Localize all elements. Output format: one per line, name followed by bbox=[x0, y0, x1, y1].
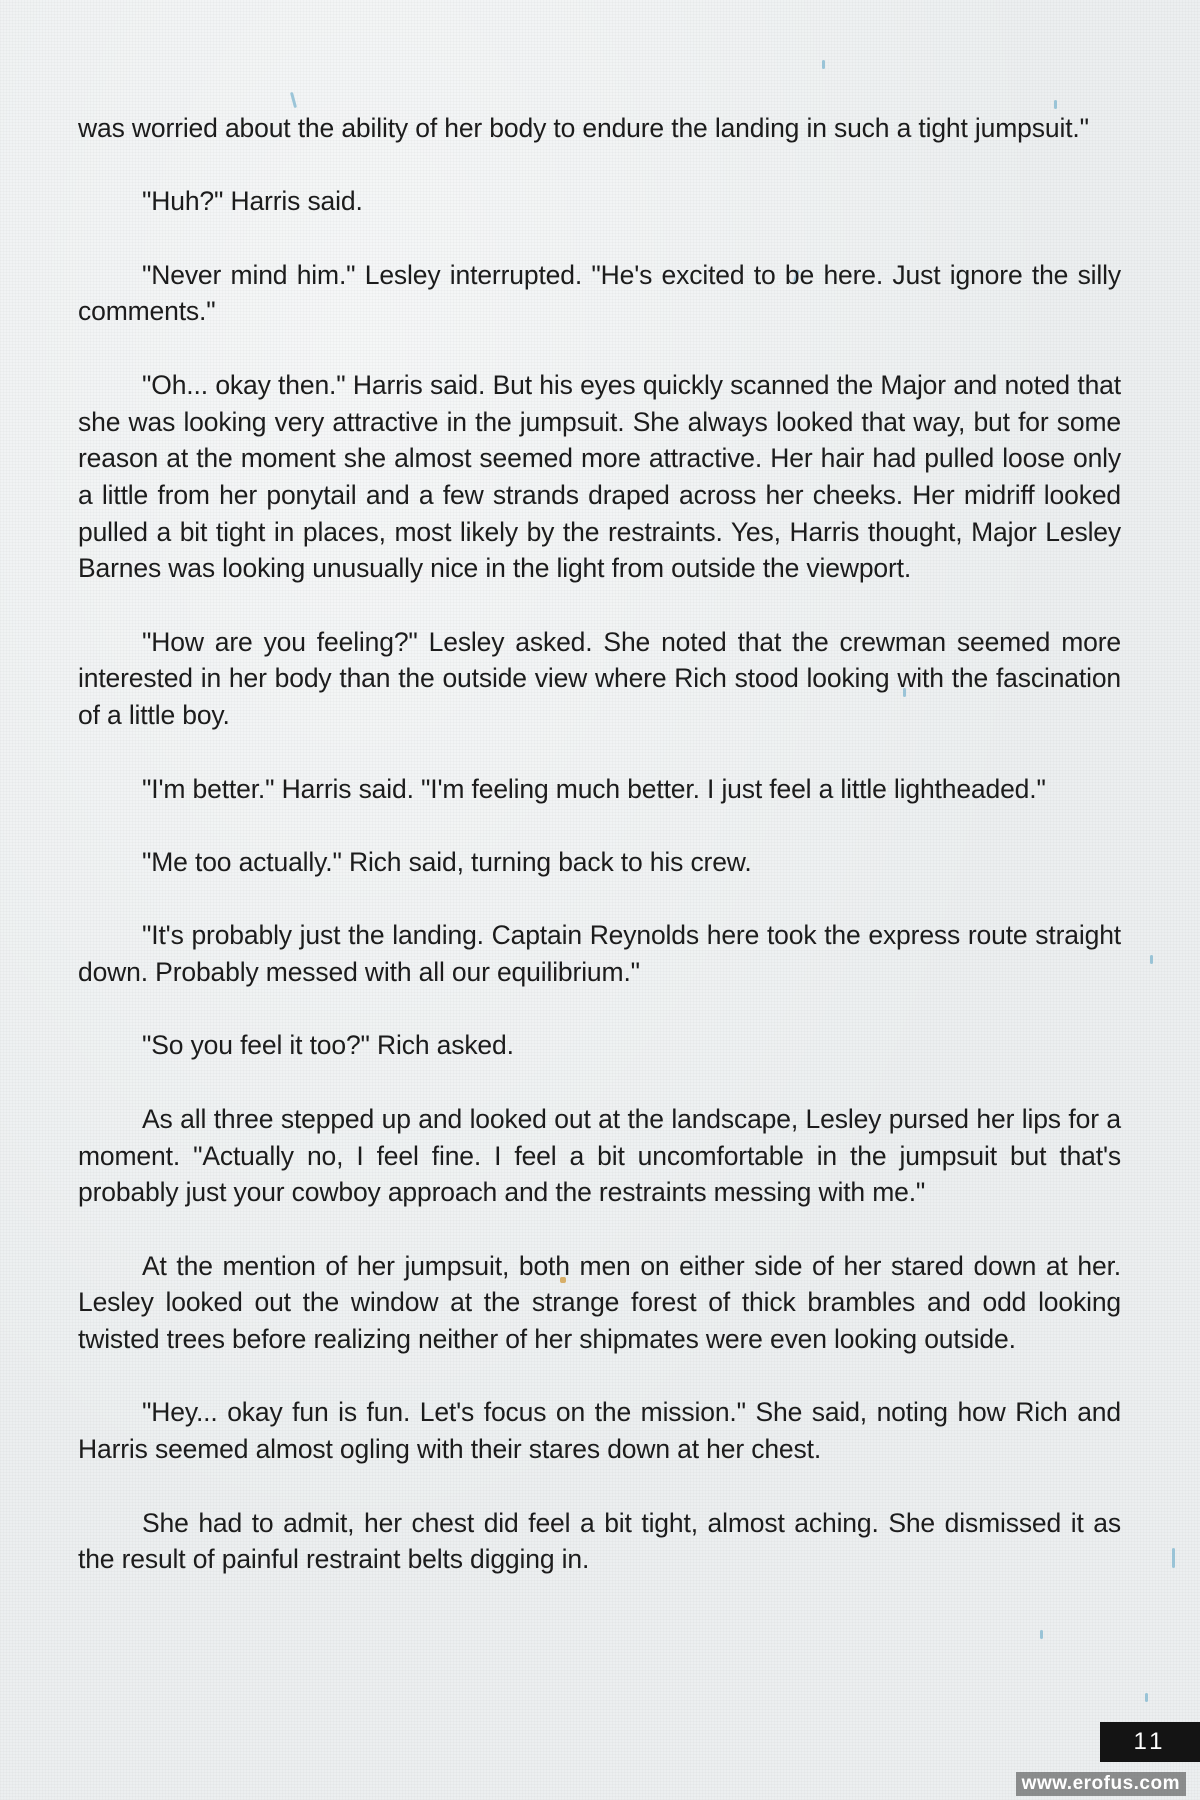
watermark: www.erofus.com bbox=[1016, 1772, 1186, 1796]
paragraph: At the mention of her jumpsuit, both men on either side of her stared down at her. Lesley looked out the window at the strange forest of thick brambles and odd looking twisted trees before realizing neither of her shipmates were even looking outside. bbox=[78, 1250, 1121, 1355]
paragraph: "So you feel it too?" Rich asked. bbox=[142, 1030, 514, 1061]
paragraph: "I'm better." Harris said. "I'm feeling much better. I just feel a little lightheaded." bbox=[142, 773, 1046, 804]
paragraph: "Me too actually." Rich said, turning back to his crew. bbox=[142, 846, 752, 877]
paragraph: "How are you feeling?" Lesley asked. She noted that the crewman seemed more interested in her body than the outside view where Rich stood looking with the fascination of a little boy. bbox=[78, 626, 1121, 731]
paragraph: "Oh... okay then." Harris said. But his eyes quickly scanned the Major and noted that she was looking very attractive in the jumpsuit. She always looked that way, but for some reason at the moment she almost seemed more attractive. Her hair had pulled loose only a little from her ponytail and a few strands draped across her cheeks. Her midriff looked pulled a bit tight in places, most likely by the restraints. Yes, Harris thought, Major Lesley Barnes was looking unusually nice in the light from outside the viewport. bbox=[78, 369, 1121, 584]
paper-fleck bbox=[822, 60, 825, 69]
paper-fleck bbox=[1172, 1548, 1175, 1568]
paragraph: "It's probably just the landing. Captain Reynolds here took the express route straight down. Probably messed with all our equilibrium." bbox=[78, 920, 1121, 988]
paper-fleck bbox=[1145, 1693, 1148, 1702]
paragraph: As all three stepped up and looked out at the landscape, Lesley pursed her lips for a moment. "Actually no, I feel fine. I feel a bit uncomfortable in the jumpsuit but that's probably just your cowboy approach and the restraints messing with me." bbox=[78, 1103, 1121, 1208]
paragraph: "Never mind him." Lesley interrupted. "He's excited to be here. Just ignore the silly comments." bbox=[78, 259, 1121, 327]
paper-fleck bbox=[1054, 100, 1057, 109]
paragraph: "Huh?" Harris said. bbox=[142, 186, 363, 217]
paper-fleck bbox=[1150, 955, 1153, 964]
paper-fleck bbox=[1040, 1630, 1043, 1639]
paragraph: She had to admit, her chest did feel a bit tight, almost aching. She dismissed it as the result of painful restraint belts digging in. bbox=[78, 1507, 1121, 1575]
paragraph: was worried about the ability of her body to endure the landing in such a tight jumpsuit." bbox=[78, 113, 1089, 143]
page-number: 11 bbox=[1100, 1722, 1200, 1762]
body-text bbox=[78, 110, 1121, 1615]
paragraph: "Hey... okay fun is fun. Let's focus on the mission." She said, noting how Rich and Harris seemed almost ogling with their stares down at her chest. bbox=[78, 1397, 1121, 1465]
paper-fleck bbox=[290, 92, 297, 108]
